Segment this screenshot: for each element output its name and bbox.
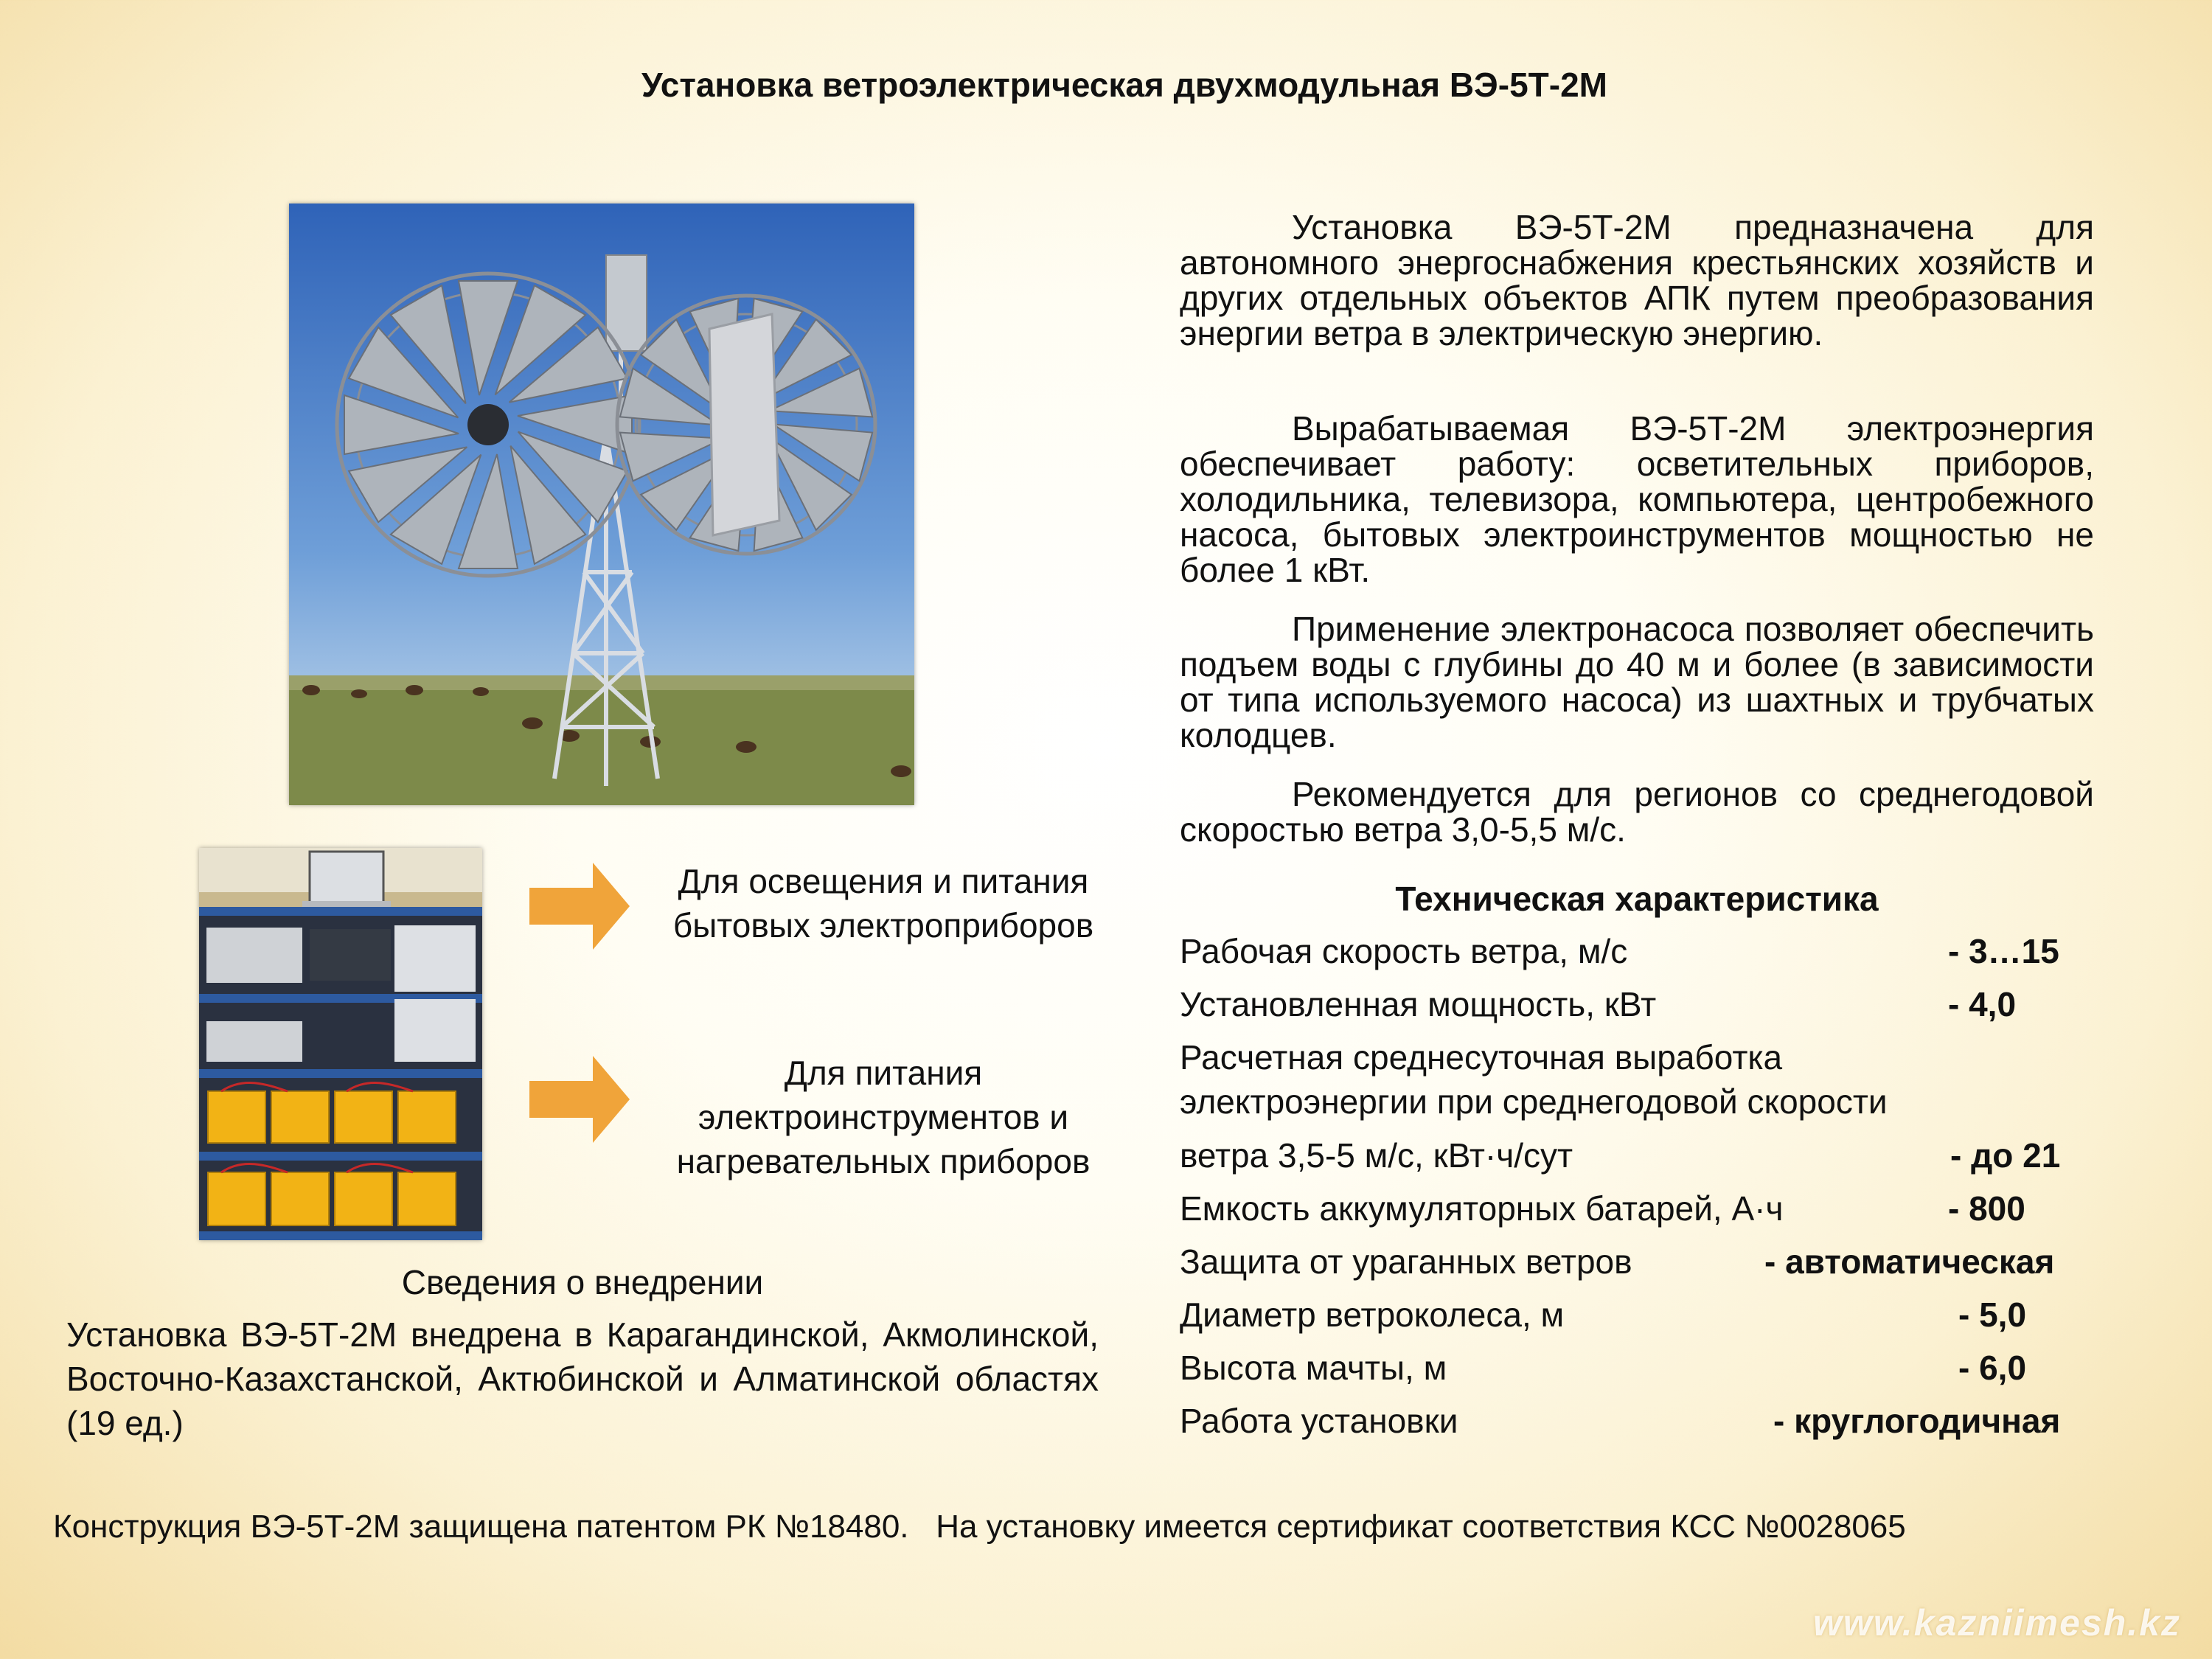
spec-label: Емкость аккумуляторных батарей, А·ч — [1180, 1189, 1784, 1228]
spec-label: Высота мачты, м — [1180, 1349, 1447, 1387]
website-url: www.kazniimesh.kz — [1813, 1602, 2181, 1644]
description-paragraph: Вырабатываемая ВЭ-5Т-2М электроэнергия обеспечивает работу: осветительных приборов, холодильника, телевизора, компьютера, центробежного насоса, бытовых электроинструментов мощностью не более 1 кВт. — [1180, 409, 2094, 589]
wind-turbine-photo — [289, 204, 914, 805]
deployment-text: Установка ВЭ-5Т-2М внедрена в Карагандинской, Акмолинской, Восточно-Казахстанской, Актюбинской и Алматинской областях (19 ед.) — [66, 1315, 1099, 1442]
description-paragraph: Рекомендуется для регионов со среднегодовой скоростью ветра 3,0-5,5 м/с. — [1180, 775, 2094, 849]
spec-value: - 4,0 — [1948, 985, 2017, 1023]
spec-label: Защита от ураганных ветров — [1180, 1242, 1632, 1281]
spec-value: - автоматическая — [1764, 1242, 2055, 1281]
spec-label: Расчетная среднесуточная выработка — [1180, 1038, 1783, 1077]
arrow-right-icon — [529, 1056, 630, 1143]
spec-label: Рабочая скорость ветра, м/с — [1180, 932, 1628, 970]
footer-note: Конструкция ВЭ-5Т-2М защищена патентом РК №18480. На установку имеется сертификат соответствия КСС №0028065 — [53, 1509, 1906, 1545]
spec-value: - 800 — [1948, 1189, 2025, 1228]
spec-value: - 3…15 — [1948, 932, 2059, 970]
deployment-heading: Сведения о внедрении — [401, 1263, 764, 1301]
spec-label: Установленная мощность, кВт — [1180, 985, 1657, 1023]
spec-label: ветра 3,5-5 м/с, кВт·ч/сут — [1180, 1136, 1573, 1175]
battery-rack-photo — [199, 848, 482, 1240]
page-title: Установка ветроэлектрическая двухмодульная ВЭ-5Т-2М — [641, 66, 1607, 104]
tech-specs-heading: Техническая характеристика — [1395, 880, 1879, 918]
spec-label: Работа установки — [1180, 1402, 1458, 1440]
callout-tools: Для питания электроинструментов и нагревательных приборов — [676, 1054, 1091, 1180]
callout-lighting: Для освещения и питания бытовых электроприборов — [672, 862, 1094, 945]
spec-label: электроэнергии при среднегодовой скорости — [1180, 1082, 1888, 1121]
spec-value: - 6,0 — [1958, 1349, 2027, 1387]
spec-value: - до 21 — [1950, 1136, 2061, 1175]
spec-value: - 5,0 — [1958, 1295, 2027, 1334]
spec-value: - круглогодичная — [1773, 1402, 2061, 1440]
arrow-right-icon — [529, 863, 630, 950]
description-paragraph: Установка ВЭ-5Т-2М предназначена для автономного энергоснабжения крестьянских хозяйств и других отдельных объектов АПК путем преобразования энергии ветра в электрическую энергию. — [1180, 208, 2094, 352]
spec-label: Диаметр ветроколеса, м — [1180, 1295, 1565, 1334]
description-paragraph: Применение электронасоса позволяет обеспечить подъем воды с глубины до 40 м и более (в зависимости от типа используемого насоса) из шахтных и трубчатых колодцев. — [1180, 610, 2094, 754]
